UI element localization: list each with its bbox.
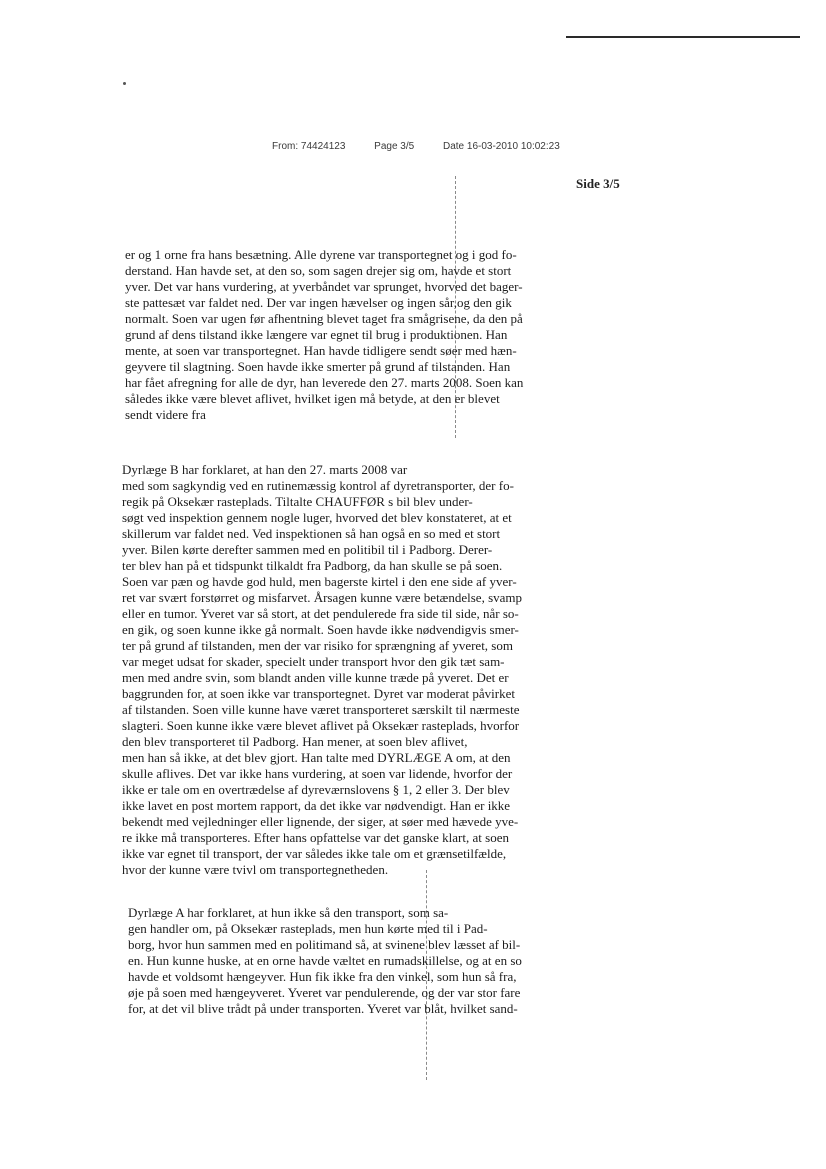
text-line: men han så ikke, at det blev gjort. Han talte med DYRLÆGE A om, at den [122,750,511,765]
text-line: sendt videre fra [125,407,206,422]
text-line: grund af dens tilstand ikke længere var egnet til brug i produktionen. Han [125,327,508,342]
text-line: havde et voldsomt hængeyver. Hun fik ikke fra den vinkel, som hun så fra, [128,969,517,984]
scan-edge-line [566,36,800,38]
text-line: re ikke må transporteres. Efter hans opfattelse var det ganske klart, at soen [122,830,509,845]
text-line: har fået afregning for alle de dyr, han leverede den 27. marts 2008. Soen kan [125,375,524,390]
page-number-label: Side 3/5 [576,176,620,191]
fax-header [272,141,572,152]
text-line: var meget udsat for skader, specielt under transport hvor den gik tæt sam- [122,654,505,669]
text-line: ikke er tale om en overtrædelse af dyreværnslovens § 1, 2 eller 3. Der blev [122,782,510,797]
text-line: skillerum var faldet ned. Ved inspektionen så han også en so med et stort [122,526,501,541]
text-line: derstand. Han havde set, at den so, som sagen drejer sig om, havde et stort [125,263,512,278]
text-line: ret var svært forstørret og misfarvet. Årsagen kunne være betændelse, svamp [122,590,523,605]
text-line: en gik, og soen kunne ikke gå normalt. Soen havde ikke nødvendigvis smer- [122,622,519,637]
text-line: således ikke være blevet aflivet, hvilket igen må betyde, at den er blevet [125,391,500,406]
paragraph-2 [122,462,522,878]
text-line: bekendt med vejledninger eller lignende, der siger, at søer med hævede yve- [122,814,519,829]
fax-from: From: 74424123 [272,141,346,152]
text-line: søgt ved inspektion gennem nogle luger, hvorved det blev konstateret, at et [122,510,512,525]
text-line: baggrunden for, at soen ikke var transportegnet. Dyret var moderat påvirket [122,686,515,701]
text-line: normalt. Soen var ugen før afhentning blevet taget fra smågrisene, da den på [125,311,523,326]
text-line: mente, at soen var transportegnet. Han havde tidligere sendt søer med hæn- [125,343,517,358]
text-line: ter på grund af tilstanden, men der var risiko for sprængning af yveret, som [122,638,513,653]
text-line: geyvere til slagtning. Soen havde ikke smerter på grund af tilstanden. Han [125,359,511,374]
text-line: er og 1 orne fra hans besætning. Alle dyrene var transportegnet og i god fo- [125,247,517,262]
text-line: ste pattesæt var faldet ned. Der var ingen hævelser og ingen sår,og den gik [125,295,512,310]
text-line: Soen var pæn og havde god huld, men bagerste kirtel i den ene side af yver- [122,574,517,589]
text-line: af tilstanden. Soen ville kunne have været transporteret særskilt til nærmeste [122,702,520,717]
text-line: en. Hun kunne huske, at en orne havde væltet en rumadskillelse, og at en so [128,953,522,968]
paragraph-1 [125,247,523,423]
text-line: Dyrlæge A har forklaret, at hun ikke så den transport, som sa- [128,905,449,920]
scan-speck [123,82,126,85]
text-line: ter blev han på et tidspunkt tilkaldt fra Padborg, da han skulle se på soen. [122,558,503,573]
text-line: den blev transporteret til Padborg. Han mener, at soen blev aflivet, [122,734,468,749]
text-line: ikke lavet en post mortem rapport, da det ikke var nødvendigt. Han er ikke [122,798,511,813]
text-line: men med andre svin, som blandt anden ville kunne træde på yveret. Det er [122,670,509,685]
text-line: slagteri. Soen kunne ikke være blevet aflivet på Oksekær rasteplads, hvorfor [122,718,520,733]
text-line: borg, hvor hun sammen med en politimand så, at svinene blev læsset af bil- [128,937,521,952]
paragraph-3 [128,905,522,1017]
text-line: med som sagkyndig ved en rutinemæssig kontrol af dyretransporter, der fo- [122,478,514,493]
text-line: yver. Det var hans vurdering, at yverbåndet var sprunget, hvorved det bager- [125,279,523,294]
text-line: skulle aflives. Det var ikke hans vurdering, at soen var lidende, hvorfor der [122,766,513,781]
text-line: eller en tumor. Yveret var så stort, at det pendulerede fra side til side, når so- [122,606,519,621]
fax-date: Date 16-03-2010 10:02:23 [443,141,560,152]
text-line: Dyrlæge B har forklaret, at han den 27. marts 2008 var [122,462,408,477]
text-line: hvor der kunne være tvivl om transportegnetheden. [122,862,389,877]
text-line: yver. Bilen kørte derefter sammen med en politibil til i Padborg. Derer- [122,542,493,557]
text-line: for, at det vil blive trådt på under transporten. Yveret var blåt, hvilket sand- [128,1001,518,1016]
text-line: regik på Oksekær rasteplads. Tiltalte CHAUFFØR s bil blev under- [122,494,473,509]
fax-page-number: Page 3/5 [374,141,415,152]
text-line: gen handler om, på Oksekær rasteplads, men hun kørte med til i Pad- [128,921,488,936]
text-line: ikke var egnet til transport, der var således ikke tale om et grænsetilfælde, [122,846,507,861]
text-line: øje på soen med hængeyveret. Yveret var pendulerende, og der var stor fare [128,985,521,1000]
